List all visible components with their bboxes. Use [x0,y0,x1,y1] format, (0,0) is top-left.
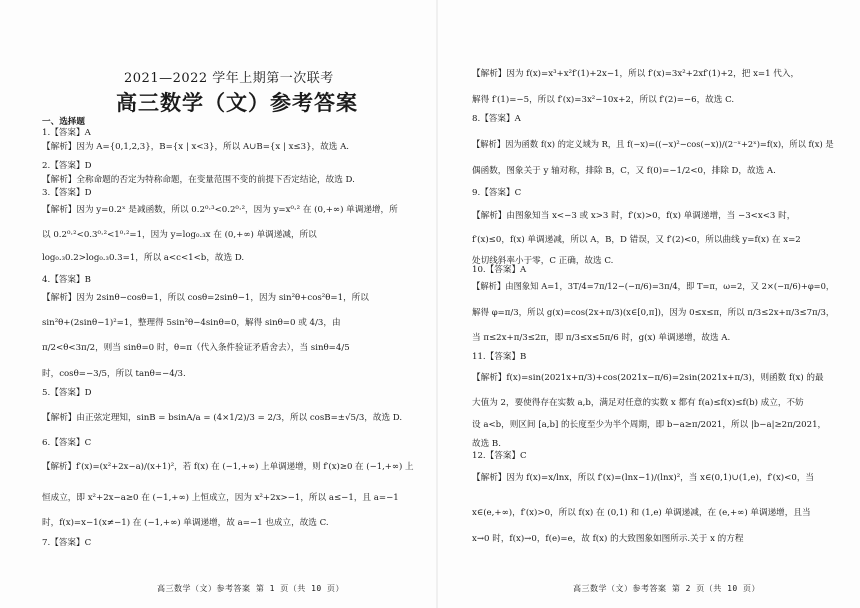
exam-subtitle: 2021—2022 学年上期第一次联考 [124,71,334,86]
text-line: 【解析】因为 y=0.2ˣ 是减函数，所以 0.2⁰·³<0.2⁰·²，因为 y=x⁰·² 在 (0,+∞) 单调递增，所 [42,205,398,215]
text-line: log₀.₃0.2>log₀.₃0.3=1，所以 a<c<1<b，故选 D. [42,253,245,263]
text-line: 时，f(x)=x−1(x≠−1) 在 (−1,+∞) 单调递增，故 a=−1 也成立，故选 C. [42,518,329,528]
text-line: 【解析】因为 f(x)=x³+x²f′(1)+2x−1，所以 f′(x)=3x²+2xf′(1)+2，把 x=1 代入， [472,69,800,79]
text-line: x∈(e,+∞)，f′(x)>0，所以 f(x) 在 (0,1) 和 (1,e) 单调递减，在 (e,+∞) 单调递增，且当 [472,508,811,518]
text-line: 解得 φ=π/3，所以 g(x)=cos(2x+π/3)(x∈[0,π])，因为 0≤x≤π，所以 π/3≤2x+π/3≤7π/3， [472,308,835,318]
text-line: sin²θ+(2sinθ−1)²=1，整理得 5sin²θ−4sinθ=0，解得 sinθ=0 或 4/3，由 [42,318,341,328]
left-column [42,0,414,608]
text-line: 11.【答案】B [472,352,527,362]
text-line: 4.【答案】B [42,275,91,285]
page-title: 高三数学（文）参考答案 [116,91,358,115]
text-line: 9.【答案】C [472,188,522,198]
text-line: f′(x)≤0，f(x) 单调递减，所以 A，B，D 错误，又 f′(2)<0，所以曲线 y=f(x) 在 x=2 [472,235,801,245]
text-line: 时，cosθ=−3/5，所以 tanθ=−4/3. [42,369,186,379]
text-line: 【解析】全称命题的否定为特称命题，在变量范围不变的前提下否定结论，故选 D. [42,175,355,185]
text-line: x→0 时，f(x)→0，f(e)=e，故 f(x) 的大致图象如图所示.关于 x 的方程 [472,534,744,544]
text-line: 当 π≤2x+π/3≤2π，即 π/3≤x≤5π/6 时，g(x) 单调递增，故选 A. [472,333,731,343]
text-line: 7.【答案】C [42,538,92,548]
text-line: 一、选择题 [42,117,85,127]
text-line: 10.【答案】A [472,265,527,275]
text-line: 5.【答案】D [42,388,92,398]
text-line: 1.【答案】A [42,128,91,138]
text-line: 大值为 2，要使得存在实数 a,b，满足对任意的实数 x 都有 f(a)≤f(x)≤f(b) 成立，不妨 [472,398,804,408]
text-line: 【解析】由图象知 A=1，3T/4=7π/12−(−π/6)=3π/4，即 T=π，ω=2，又 2×(−π/6)+φ=0， [472,282,835,292]
text-line: 3.【答案】D [42,188,92,198]
text-line: 【解析】因为 2sinθ−cosθ=1，所以 cosθ=2sinθ−1，因为 sin²θ+cos²θ=1，所以 [42,293,369,303]
page-fold-divider [436,0,438,608]
text-line: 【解析】由图象知当 x<−3 或 x>3 时，f′(x)>0，f(x) 单调递增，当 −3<x<3 时， [472,211,796,221]
right-column [472,0,834,608]
text-line: 【解析】因为函数 f(x) 的定义域为 R，且 f(−x)=((−x)²−cos(−x))/(2⁻ˣ+2ˣ)=f(x)，所以 f(x) 是 [472,140,834,150]
text-line: 2.【答案】D [42,161,92,171]
text-line: 解得 f′(1)=−5，所以 f′(x)=3x²−10x+2，所以 f′(2)=−6，故选 C. [472,95,735,105]
text-line: 8.【答案】A [472,114,521,124]
text-line: 12.【答案】C [472,451,527,461]
text-line: 【解析】f′(x)=(x²+2x−a)/(x+1)²，若 f(x) 在 (−1,+∞) 上单调递增，则 f′(x)≥0 在 (−1,+∞) 上 [42,462,414,472]
text-line: π/2<θ<3π/2，则当 sinθ=0 时，θ=π（代入条件验证矛盾舍去），当 sinθ=4/5 [42,343,350,353]
text-line: 恒成立，即 x²+2x−a≥0 在 (−1,+∞) 上恒成立，因为 x²+2x>−1，所以 a≤−1，且 a=−1 [42,493,399,503]
text-line: 【解析】由正弦定理知，sinB = bsinA/a = (4×1/2)/3 = 2/3，所以 cosB=±√5/3，故选 D. [42,413,403,423]
page-footer-right: 高三数学（文）参考答案 第 2 页（共 10 页） [573,584,761,593]
text-line: 故选 B. [472,439,501,449]
text-line: 6.【答案】C [42,438,92,448]
text-line: 偶函数，图象关于 y 轴对称，排除 B，C，又 f(0)=−1/2<0，排除 D，故选 A. [472,166,776,176]
page-footer-left: 高三数学（文）参考答案 第 1 页（共 10 页） [157,584,345,593]
text-line: 【解析】因为 A={0,1,2,3}，B={x | x<3}，所以 A∪B={x | x≤3}，故选 A. [42,142,350,152]
text-line: 处切线斜率小于零，C 正确，故选 C. [472,256,614,266]
text-line: 以 0.2⁰·²<0.3⁰·²<1⁰·²=1，因为 y=log₀.₃x 在 (0,+∞) 单调递减，所以 [42,230,317,240]
text-line: 【解析】f(x)=sin(2021x+π/3)+cos(2021x−π/6)=2sin(2021x+π/3)，则函数 f(x) 的最 [472,373,824,383]
text-line: 【解析】因为 f(x)=x/lnx，所以 f′(x)=(lnx−1)/(lnx)²，当 x∈(0,1)∪(1,e)，f′(x)<0，当 [472,473,815,483]
text-line: 设 a<b，则区间 [a,b] 的长度至少为半个周期，即 b−a≥π/2021，所以 |b−a|≥2π/2021， [472,420,827,430]
